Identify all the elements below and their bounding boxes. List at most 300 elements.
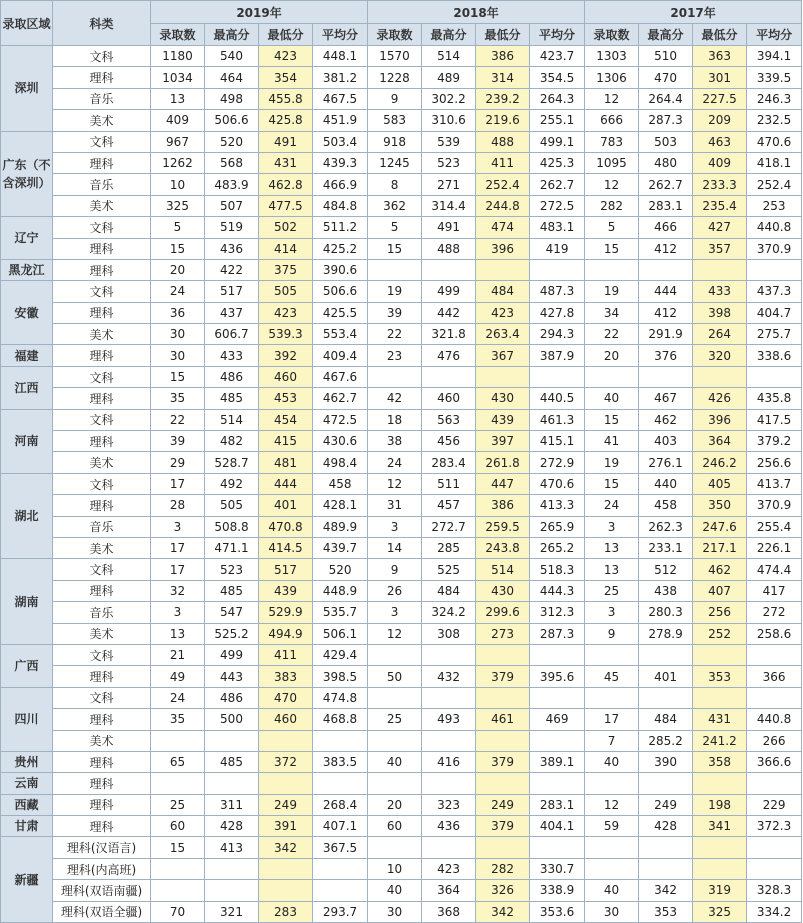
2017-min-cell: 256	[693, 602, 747, 623]
2019-count-cell: 1034	[151, 67, 205, 88]
2019-avg-cell: 467.6	[313, 366, 368, 387]
2017-avg-cell	[747, 644, 802, 665]
2018-max-cell: 514	[422, 46, 476, 67]
2019-min-cell: 414.5	[259, 537, 313, 558]
2017-min-cell: 264	[693, 324, 747, 345]
2019-min-cell	[259, 773, 313, 794]
2017-count-cell	[585, 687, 639, 708]
2018-max-cell: 563	[422, 409, 476, 430]
2018-avg-cell: 389.1	[530, 751, 585, 772]
2019-min-cell: 455.8	[259, 88, 313, 109]
2017-avg-cell: 413.7	[747, 473, 802, 494]
2017-min-cell: 301	[693, 67, 747, 88]
2019-avg-cell: 390.6	[313, 259, 368, 280]
2017-max-cell: 466	[639, 217, 693, 238]
2019-max-cell	[205, 880, 259, 901]
2019-count-cell: 70	[151, 901, 205, 922]
2017-min-cell: 357	[693, 238, 747, 259]
table-row	[1, 110, 802, 131]
2017-max-cell	[639, 773, 693, 794]
table-row	[1, 366, 802, 387]
table-row	[1, 644, 802, 665]
subject-cell: 理科(双语南疆)	[53, 880, 151, 901]
2017-avg-cell: 226.1	[747, 537, 802, 558]
2019-max-cell: 485	[205, 751, 259, 772]
region-cell: 辽宁	[1, 217, 53, 260]
2019-avg-cell: 535.7	[313, 602, 368, 623]
2018-min-cell: 239.2	[476, 88, 530, 109]
2018-count-cell: 60	[368, 816, 422, 837]
header-avg: 平均分	[530, 24, 585, 46]
2017-count-cell	[585, 858, 639, 879]
2019-avg-cell: 467.5	[313, 88, 368, 109]
header-region: 录取区域	[1, 1, 53, 46]
2018-avg-cell: 461.3	[530, 409, 585, 430]
subject-cell: 文科	[53, 409, 151, 430]
2018-count-cell: 25	[368, 709, 422, 730]
table-row	[1, 580, 802, 601]
2019-max-cell: 413	[205, 837, 259, 858]
subject-cell: 理科	[53, 67, 151, 88]
2019-count-cell: 409	[151, 110, 205, 131]
2018-min-cell	[476, 687, 530, 708]
region-cell: 湖北	[1, 473, 53, 559]
2019-max-cell: 485	[205, 580, 259, 601]
subject-cell: 理科	[53, 816, 151, 837]
table-row	[1, 452, 802, 473]
2017-count-cell: 3	[585, 516, 639, 537]
2017-min-cell: 398	[693, 302, 747, 323]
2017-max-cell: 287.3	[639, 110, 693, 131]
2017-min-cell	[693, 858, 747, 879]
2019-count-cell: 325	[151, 195, 205, 216]
2018-avg-cell: 419	[530, 238, 585, 259]
2017-count-cell: 7	[585, 730, 639, 751]
header-year-2019: 2019年	[151, 1, 368, 24]
2019-min-cell: 470.8	[259, 516, 313, 537]
2018-max-cell	[422, 837, 476, 858]
2018-count-cell: 1245	[368, 152, 422, 173]
2017-max-cell: 512	[639, 559, 693, 580]
2018-count-cell	[368, 837, 422, 858]
region-cell: 四川	[1, 687, 53, 751]
2017-count-cell: 3	[585, 602, 639, 623]
2017-count-cell: 1303	[585, 46, 639, 67]
2018-count-cell: 42	[368, 388, 422, 409]
subject-cell: 文科	[53, 131, 151, 152]
2019-count-cell: 35	[151, 709, 205, 730]
2017-count-cell	[585, 773, 639, 794]
subject-cell: 理科	[53, 345, 151, 366]
2018-max-cell: 489	[422, 67, 476, 88]
2017-count-cell: 30	[585, 901, 639, 922]
2019-avg-cell: 472.5	[313, 409, 368, 430]
subject-cell: 美术	[53, 537, 151, 558]
2019-avg-cell: 466.9	[313, 174, 368, 195]
2019-min-cell: 454	[259, 409, 313, 430]
2018-min-cell: 439	[476, 409, 530, 430]
2017-max-cell: 428	[639, 816, 693, 837]
2018-count-cell: 10	[368, 858, 422, 879]
subject-cell: 理科	[53, 751, 151, 772]
subject-cell: 文科	[53, 473, 151, 494]
2018-avg-cell: 487.3	[530, 281, 585, 302]
2018-min-cell: 411	[476, 152, 530, 173]
2019-count-cell: 1262	[151, 152, 205, 173]
2019-count-cell: 24	[151, 687, 205, 708]
2018-avg-cell: 427.8	[530, 302, 585, 323]
2017-max-cell: 438	[639, 580, 693, 601]
2017-max-cell: 444	[639, 281, 693, 302]
2019-count-cell: 60	[151, 816, 205, 837]
subject-cell: 理科	[53, 152, 151, 173]
2017-avg-cell: 272	[747, 602, 802, 623]
2017-avg-cell	[747, 837, 802, 858]
2019-count-cell: 39	[151, 431, 205, 452]
2019-min-cell: 383	[259, 666, 313, 687]
2017-count-cell: 40	[585, 880, 639, 901]
table-row	[1, 259, 802, 280]
2019-count-cell: 22	[151, 409, 205, 430]
2018-avg-cell	[530, 730, 585, 751]
2017-min-cell: 233.3	[693, 174, 747, 195]
2017-min-cell: 409	[693, 152, 747, 173]
2018-max-cell: 442	[422, 302, 476, 323]
2019-count-cell: 28	[151, 495, 205, 516]
2017-max-cell: 470	[639, 67, 693, 88]
region-cell: 新疆	[1, 837, 53, 923]
2018-avg-cell: 262.7	[530, 174, 585, 195]
2017-count-cell: 20	[585, 345, 639, 366]
2018-avg-cell: 294.3	[530, 324, 585, 345]
2017-count-cell	[585, 259, 639, 280]
table-row	[1, 687, 802, 708]
2018-max-cell: 321.8	[422, 324, 476, 345]
2017-min-cell: 235.4	[693, 195, 747, 216]
2018-count-cell: 14	[368, 537, 422, 558]
2017-min-cell: 341	[693, 816, 747, 837]
subject-cell: 理科(汉语言)	[53, 837, 151, 858]
2017-count-cell: 19	[585, 281, 639, 302]
2017-min-cell: 198	[693, 794, 747, 815]
2019-min-cell	[259, 858, 313, 879]
2019-min-cell: 283	[259, 901, 313, 922]
table-row	[1, 773, 802, 794]
2017-max-cell	[639, 259, 693, 280]
2019-min-cell: 423	[259, 46, 313, 67]
2017-min-cell: 325	[693, 901, 747, 922]
table-row	[1, 431, 802, 452]
2017-max-cell: 390	[639, 751, 693, 772]
2019-avg-cell: 425.5	[313, 302, 368, 323]
2017-count-cell: 41	[585, 431, 639, 452]
2018-count-cell: 20	[368, 794, 422, 815]
table-row	[1, 537, 802, 558]
2017-min-cell: 426	[693, 388, 747, 409]
2017-count-cell: 15	[585, 473, 639, 494]
2017-min-cell: 363	[693, 46, 747, 67]
2018-min-cell: 386	[476, 495, 530, 516]
2019-max-cell	[205, 730, 259, 751]
subject-cell: 美术	[53, 110, 151, 131]
2018-count-cell: 12	[368, 473, 422, 494]
table-row	[1, 67, 802, 88]
2018-avg-cell: 470.6	[530, 473, 585, 494]
region-cell: 贵州	[1, 751, 53, 772]
2017-avg-cell: 437.3	[747, 281, 802, 302]
2019-avg-cell: 506.1	[313, 623, 368, 644]
2019-min-cell: 477.5	[259, 195, 313, 216]
2018-min-cell: 252.4	[476, 174, 530, 195]
2018-avg-cell: 444.3	[530, 580, 585, 601]
2017-min-cell	[693, 687, 747, 708]
2017-max-cell: 233.1	[639, 537, 693, 558]
2018-max-cell: 308	[422, 623, 476, 644]
2018-count-cell: 40	[368, 880, 422, 901]
subject-cell: 美术	[53, 195, 151, 216]
2018-max-cell: 310.6	[422, 110, 476, 131]
table-row	[1, 666, 802, 687]
2018-max-cell: 314.4	[422, 195, 476, 216]
2019-max-cell: 517	[205, 281, 259, 302]
2017-max-cell: 278.9	[639, 623, 693, 644]
2018-avg-cell: 255.1	[530, 110, 585, 131]
header-count: 录取数	[368, 24, 422, 46]
2019-avg-cell	[313, 880, 368, 901]
2018-count-cell: 26	[368, 580, 422, 601]
2019-max-cell: 443	[205, 666, 259, 687]
2019-avg-cell: 439.7	[313, 537, 368, 558]
header-max: 最高分	[422, 24, 476, 46]
2018-avg-cell: 287.3	[530, 623, 585, 644]
header-count: 录取数	[151, 24, 205, 46]
2018-min-cell: 261.8	[476, 452, 530, 473]
header-max: 最高分	[639, 24, 693, 46]
2019-max-cell: 485	[205, 388, 259, 409]
2017-avg-cell: 255.4	[747, 516, 802, 537]
2017-avg-cell: 258.6	[747, 623, 802, 644]
2019-avg-cell: 520	[313, 559, 368, 580]
2017-max-cell: 503	[639, 131, 693, 152]
2018-min-cell: 379	[476, 666, 530, 687]
2018-avg-cell: 423.7	[530, 46, 585, 67]
2018-avg-cell	[530, 366, 585, 387]
2019-count-cell: 15	[151, 366, 205, 387]
2018-max-cell: 493	[422, 709, 476, 730]
2017-count-cell: 15	[585, 238, 639, 259]
subject-cell: 理科	[53, 794, 151, 815]
2017-min-cell: 319	[693, 880, 747, 901]
subject-cell: 美术	[53, 623, 151, 644]
region-cell: 云南	[1, 773, 53, 794]
table-row	[1, 152, 802, 173]
2019-max-cell: 311	[205, 794, 259, 815]
2017-count-cell: 34	[585, 302, 639, 323]
2017-count-cell: 25	[585, 580, 639, 601]
2017-avg-cell: 440.8	[747, 709, 802, 730]
2017-max-cell	[639, 837, 693, 858]
2017-count-cell: 45	[585, 666, 639, 687]
header-avg: 平均分	[747, 24, 802, 46]
2018-min-cell: 263.4	[476, 324, 530, 345]
2017-count-cell: 12	[585, 88, 639, 109]
2017-count-cell: 15	[585, 409, 639, 430]
2018-avg-cell	[530, 644, 585, 665]
2019-max-cell: 471.1	[205, 537, 259, 558]
subject-cell: 理科	[53, 431, 151, 452]
2018-min-cell: 447	[476, 473, 530, 494]
2017-max-cell: 510	[639, 46, 693, 67]
region-cell: 广东（不含深圳）	[1, 131, 53, 217]
subject-cell: 文科	[53, 217, 151, 238]
table-row	[1, 730, 802, 751]
2019-max-cell: 486	[205, 687, 259, 708]
region-cell: 河南	[1, 409, 53, 473]
2017-avg-cell: 366.6	[747, 751, 802, 772]
2019-avg-cell: 409.4	[313, 345, 368, 366]
subject-cell: 理科(双语全疆)	[53, 901, 151, 922]
2018-min-cell: 244.8	[476, 195, 530, 216]
table-row	[1, 131, 802, 152]
region-cell: 黑龙江	[1, 259, 53, 280]
2017-min-cell: 463	[693, 131, 747, 152]
2017-avg-cell: 266	[747, 730, 802, 751]
2017-avg-cell: 328.3	[747, 880, 802, 901]
2017-min-cell: 227.5	[693, 88, 747, 109]
2017-min-cell: 252	[693, 623, 747, 644]
2017-min-cell: 209	[693, 110, 747, 131]
2019-min-cell: 460	[259, 366, 313, 387]
2019-max-cell: 436	[205, 238, 259, 259]
2018-min-cell	[476, 837, 530, 858]
2018-avg-cell: 283.1	[530, 794, 585, 815]
2019-max-cell: 486	[205, 366, 259, 387]
table-row	[1, 602, 802, 623]
2018-count-cell	[368, 644, 422, 665]
2017-count-cell: 783	[585, 131, 639, 152]
table-row	[1, 302, 802, 323]
2018-max-cell: 499	[422, 281, 476, 302]
2018-count-cell: 583	[368, 110, 422, 131]
2017-min-cell	[693, 773, 747, 794]
2019-max-cell: 506.6	[205, 110, 259, 131]
header-year-2017: 2017年	[585, 1, 802, 24]
2019-count-cell: 35	[151, 388, 205, 409]
2019-min-cell: 494.9	[259, 623, 313, 644]
2017-avg-cell	[747, 687, 802, 708]
2017-avg-cell: 417.5	[747, 409, 802, 430]
2018-count-cell: 9	[368, 88, 422, 109]
region-cell: 深圳	[1, 46, 53, 132]
2018-count-cell: 24	[368, 452, 422, 473]
2017-max-cell: 276.1	[639, 452, 693, 473]
2018-min-cell: 474	[476, 217, 530, 238]
2017-count-cell: 9	[585, 623, 639, 644]
table-row	[1, 238, 802, 259]
2019-avg-cell: 430.6	[313, 431, 368, 452]
2018-min-cell	[476, 366, 530, 387]
2018-min-cell: 379	[476, 816, 530, 837]
2019-max-cell: 547	[205, 602, 259, 623]
subject-cell: 文科	[53, 687, 151, 708]
2019-min-cell: 439	[259, 580, 313, 601]
2017-max-cell: 401	[639, 666, 693, 687]
2018-max-cell: 416	[422, 751, 476, 772]
2017-count-cell: 1095	[585, 152, 639, 173]
2019-max-cell: 437	[205, 302, 259, 323]
2018-avg-cell: 330.7	[530, 858, 585, 879]
2019-max-cell: 540	[205, 46, 259, 67]
subject-cell: 音乐	[53, 88, 151, 109]
2018-min-cell: 430	[476, 388, 530, 409]
2017-avg-cell: 418.1	[747, 152, 802, 173]
2019-max-cell: 507	[205, 195, 259, 216]
subject-cell: 理科	[53, 773, 151, 794]
2019-count-cell	[151, 880, 205, 901]
2017-count-cell: 1306	[585, 67, 639, 88]
2017-count-cell: 282	[585, 195, 639, 216]
2019-avg-cell: 428.1	[313, 495, 368, 516]
header-subject: 科类	[53, 1, 151, 46]
2017-min-cell: 364	[693, 431, 747, 452]
2017-count-cell: 12	[585, 794, 639, 815]
2018-min-cell: 299.6	[476, 602, 530, 623]
subject-cell: 文科	[53, 366, 151, 387]
2019-min-cell: 460	[259, 709, 313, 730]
2018-max-cell: 285	[422, 537, 476, 558]
2019-count-cell: 5	[151, 217, 205, 238]
2017-min-cell: 320	[693, 345, 747, 366]
2017-count-cell: 17	[585, 709, 639, 730]
2018-avg-cell: 499.1	[530, 131, 585, 152]
2017-avg-cell: 470.6	[747, 131, 802, 152]
2018-max-cell: 457	[422, 495, 476, 516]
2018-avg-cell: 425.3	[530, 152, 585, 173]
table-row	[1, 324, 802, 345]
2018-min-cell: 273	[476, 623, 530, 644]
2019-max-cell: 528.7	[205, 452, 259, 473]
table-row	[1, 880, 802, 901]
subject-cell: 文科	[53, 281, 151, 302]
2019-min-cell: 539.3	[259, 324, 313, 345]
2018-max-cell: 324.2	[422, 602, 476, 623]
table-row	[1, 816, 802, 837]
2019-avg-cell: 398.5	[313, 666, 368, 687]
2017-min-cell: 462	[693, 559, 747, 580]
2018-min-cell: 367	[476, 345, 530, 366]
subject-cell: 理科(内高班)	[53, 858, 151, 879]
2018-max-cell	[422, 687, 476, 708]
2018-avg-cell	[530, 687, 585, 708]
2019-count-cell: 29	[151, 452, 205, 473]
2017-avg-cell: 253	[747, 195, 802, 216]
2017-min-cell: 405	[693, 473, 747, 494]
2018-max-cell: 432	[422, 666, 476, 687]
2019-max-cell: 514	[205, 409, 259, 430]
2019-count-cell: 3	[151, 516, 205, 537]
2019-min-cell: 453	[259, 388, 313, 409]
2018-count-cell: 23	[368, 345, 422, 366]
table-row	[1, 388, 802, 409]
2018-min-cell: 423	[476, 302, 530, 323]
2019-avg-cell: 429.4	[313, 644, 368, 665]
2019-avg-cell: 498.4	[313, 452, 368, 473]
2017-max-cell: 249	[639, 794, 693, 815]
2018-max-cell: 302.2	[422, 88, 476, 109]
2017-count-cell: 13	[585, 537, 639, 558]
2017-count-cell: 40	[585, 388, 639, 409]
2018-max-cell: 488	[422, 238, 476, 259]
